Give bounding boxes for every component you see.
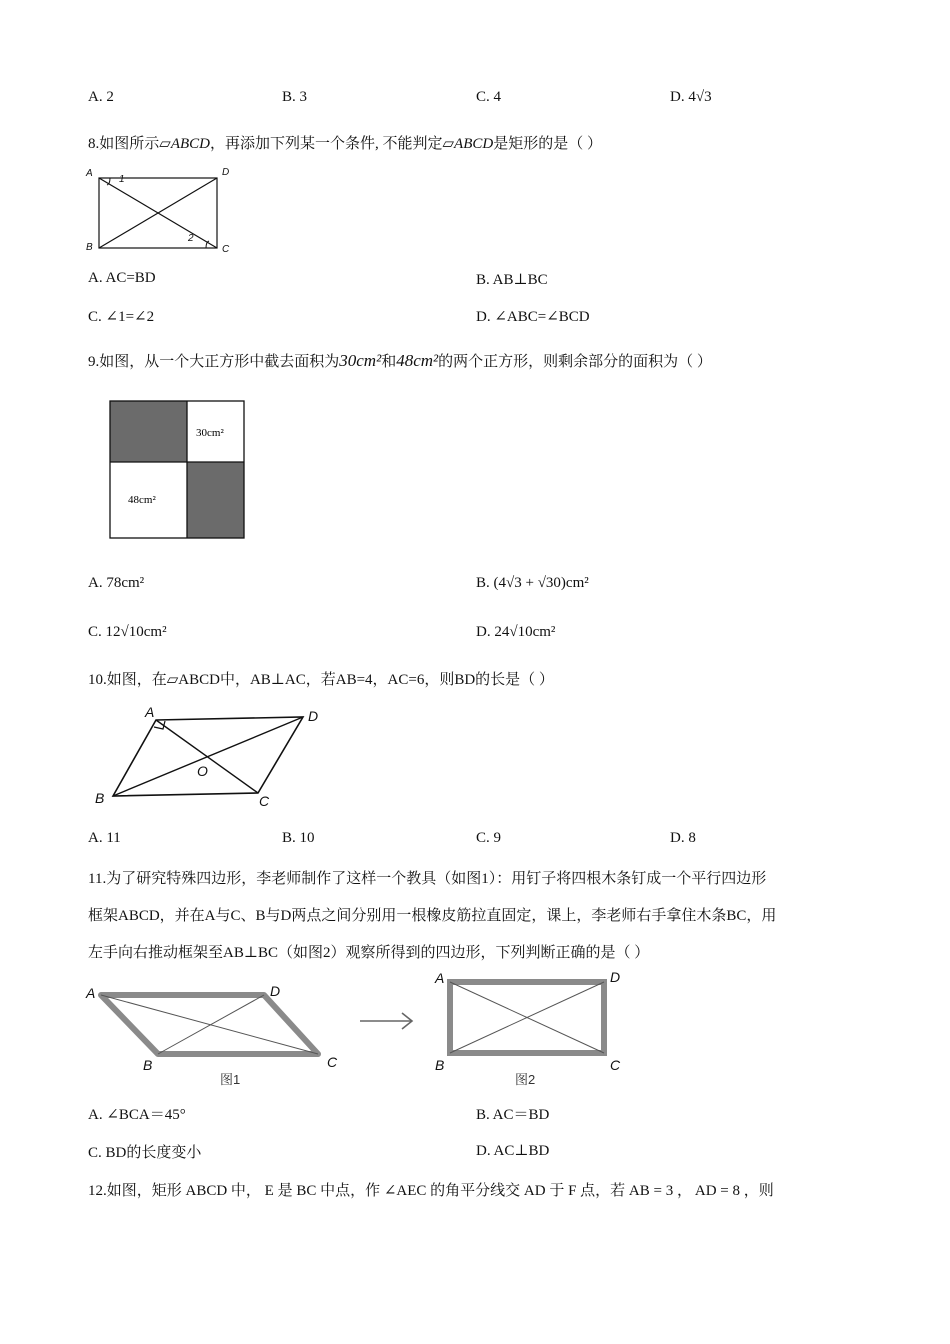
question-9-text: 9.如图，从一个大正方形中截去面积为30cm²和48cm²的两个正方形，则剩余部分的面积为（ ） (88, 351, 712, 370)
option-a: A. AC=BD (88, 270, 156, 286)
figure-2-caption: 图2 (515, 1072, 536, 1087)
question-11-line-2: 框架ABCD，并在A与C、B与D两点之间分别用一根橡皮筋拉直固定，课上，李老师右手拿住木条BC，用 (88, 908, 777, 924)
question-12-text: 12.如图，矩形 ABCD 中， E 是 BC 中点，作 ∠AEC 的角平分线交 AD 于 F 点，若 AB = 3 ， AD = 8 ，则 (88, 1183, 774, 1199)
label-48cm2: 48cm² (128, 494, 156, 506)
question-11-line-3: 左手向右推动框架至AB⊥BC（如图2）观察所得到的四边形，下列判断正确的是（ ） (88, 945, 650, 961)
option-d: D. 4√3 (670, 89, 712, 105)
label-c: C (222, 244, 230, 255)
option-d: D. 24√10cm² (476, 624, 556, 640)
option-d: D. AC⊥BD (476, 1143, 550, 1159)
question-11-line-1: 11.为了研究特殊四边形，李老师制作了这样一个教具（如图1）：用钉子将四根木条钉成一个平行四边形 (88, 871, 767, 887)
option-b: B. (4√3 + √30)cm² (476, 575, 589, 591)
label-angle-1: 1 (119, 174, 125, 185)
question-8-text: 8.如图所示▱ABCD，再添加下列某一个条件, 不能判定▱ABCD是矩形的是（ ） (88, 136, 602, 152)
label-d: D (270, 983, 281, 999)
option-b: B. 10 (282, 830, 315, 846)
label-a: A (145, 704, 155, 720)
label-angle-2: 2 (188, 233, 194, 244)
label-c: C (259, 793, 270, 809)
label-a: A (86, 168, 93, 179)
label-d: D (222, 167, 230, 178)
option-c: C. 4 (476, 89, 502, 105)
option-a: A. 78cm² (88, 575, 145, 591)
option-c: C. BD的长度变小 (88, 1145, 202, 1161)
option-d: D. 8 (670, 830, 696, 846)
label-b: B (86, 242, 93, 253)
label-a: A (435, 970, 445, 986)
label-c: C (327, 1054, 338, 1070)
label-b: B (95, 790, 105, 806)
option-c: C. 9 (476, 830, 502, 846)
option-a: A. ∠BCA＝45° (88, 1107, 186, 1123)
label-b: B (143, 1057, 153, 1073)
question-10-text: 10.如图，在▱ABCD中，AB⊥AC，若AB=4，AC=6，则BD的长是（ ） (88, 672, 554, 688)
option-b: B. AC＝BD (476, 1107, 550, 1123)
label-o: O (197, 763, 208, 779)
option-a: A. 2 (88, 89, 114, 105)
option-b: B. 3 (282, 89, 308, 105)
option-c: C. ∠1=∠2 (88, 309, 155, 325)
option-a: A. 11 (88, 830, 121, 846)
label-a: A (86, 985, 96, 1001)
option-d: D. ∠ABC=∠BCD (476, 309, 590, 325)
label-d: D (610, 969, 621, 985)
label-c: C (610, 1057, 621, 1073)
figure-1-caption: 图1 (220, 1072, 241, 1087)
option-c: C. 12√10cm² (88, 624, 167, 640)
label-d: D (308, 708, 319, 724)
arrow-right-icon (360, 1013, 412, 1029)
label-b: B (435, 1057, 445, 1073)
label-30cm2: 30cm² (196, 427, 224, 439)
option-b: B. AB⊥BC (476, 272, 548, 288)
